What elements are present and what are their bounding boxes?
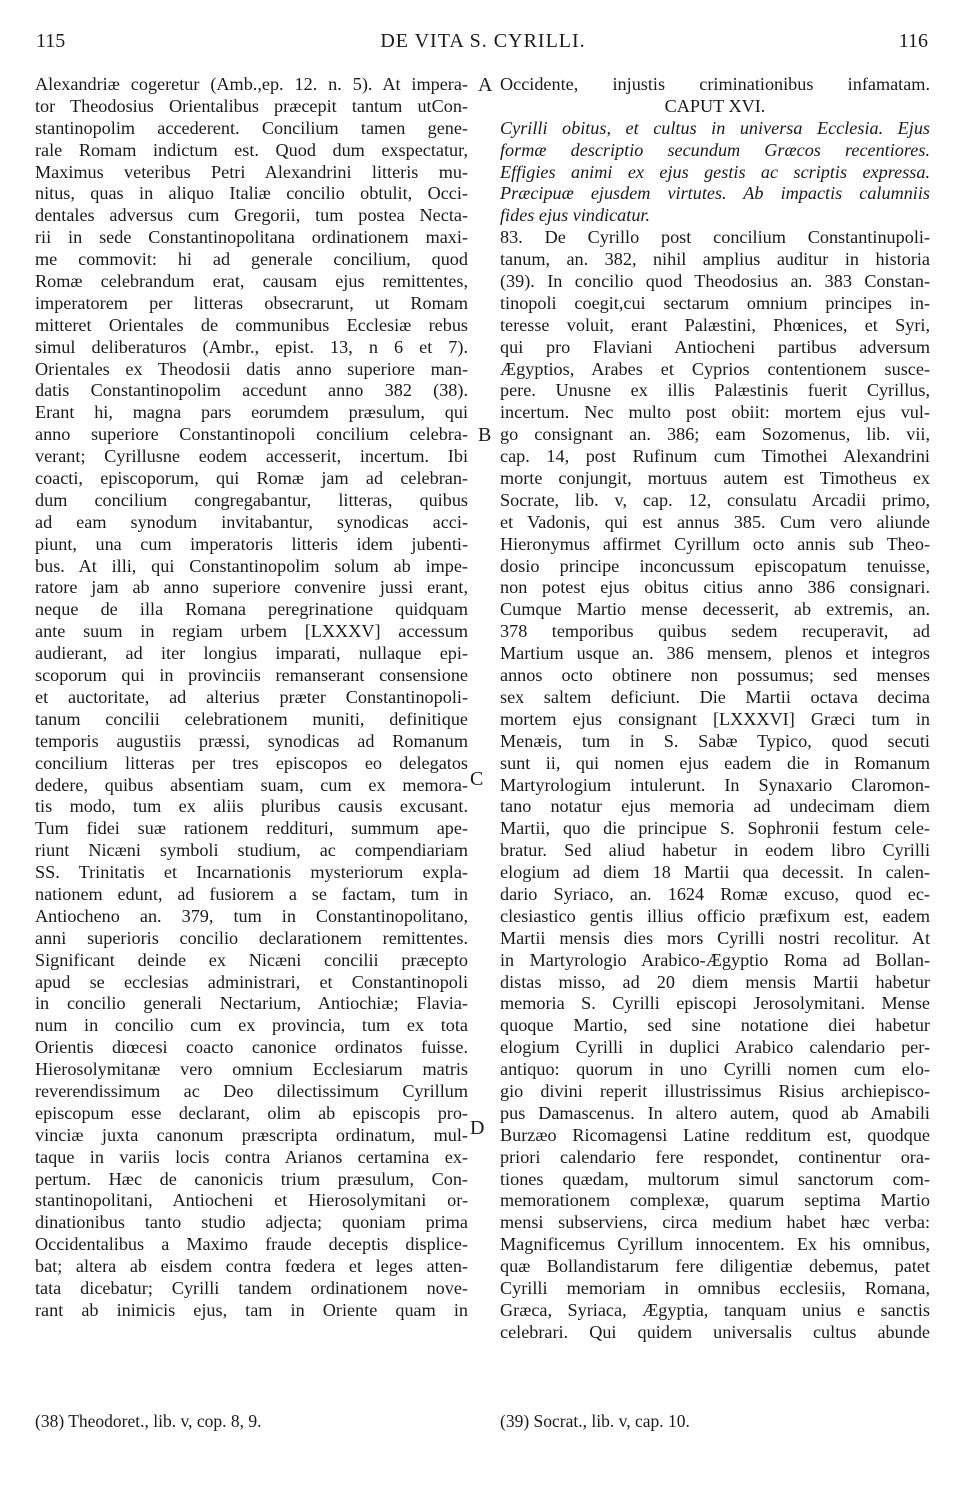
text-line: Erant hi, magna pars eorumdem præsulum, qui bbox=[35, 402, 468, 423]
text-line: tis modo, tum ex aliis pluribus causis excusant. bbox=[35, 796, 468, 817]
text-line: mensi subserviens, circa medium habet hæc verba: bbox=[500, 1212, 930, 1233]
chapter-summary bbox=[500, 118, 930, 227]
margin-marker-a: A bbox=[478, 74, 493, 96]
text-line: piunt, una cum imperatoris litteris idem jubenti- bbox=[35, 533, 468, 554]
left-column bbox=[35, 74, 468, 1322]
margin-marker-b: B bbox=[478, 424, 492, 446]
text-line: (39). In concilio quod Theodosius an. 383 Constan- bbox=[500, 271, 930, 292]
text-line: Hierosolymitanæ vero omnium Ecclesiarum matris bbox=[35, 1059, 468, 1080]
text-line: Græca, Syriaca, Ægyptia, tanquam unius e sanctis bbox=[500, 1299, 930, 1320]
text-line: antiquo: quorum in uno Cyrilli nomen cum elo- bbox=[500, 1059, 930, 1080]
text-line: Orientis diœcesi coacto canonice ordinatos fuisse. bbox=[35, 1037, 468, 1058]
text-line: tata dicebatur; Cyrilli tandem ordinationem nove- bbox=[35, 1277, 468, 1298]
text-line: dario Syriaco, an. 1624 Romæ excuso, quod ec- bbox=[500, 883, 930, 904]
text-line: qui pro Flaviani Antiocheni partibus adversum bbox=[500, 336, 930, 357]
text-line: stantinopolitani, Antiocheni et Hierosolymitani or- bbox=[35, 1190, 468, 1211]
text-line: sex saltem deficiunt. Die Martii octava decima bbox=[500, 686, 930, 707]
text-line: 378 temporibus quibus sedem recuperavit, ad bbox=[500, 621, 930, 642]
page-number-right: 116 bbox=[898, 30, 928, 52]
text-line: Burzæo Ricomagensi Latine redditum est, quodque bbox=[500, 1124, 930, 1145]
text-line: tor Theodosius Orientalibus præcepit tantum utCon- bbox=[35, 95, 468, 116]
text-line: memorationem complexæ, quarum septima Martio bbox=[500, 1190, 930, 1211]
text-line: Antiocheno an. 379, tum in Constantinopolitano, bbox=[35, 905, 468, 926]
text-line: in concilio generali Nectarium, Antiochiæ; Flavia- bbox=[35, 993, 468, 1014]
text-line: Romæ celebrandum erat, causam ejus remittentes, bbox=[35, 271, 468, 292]
text-line: anni superioris concilio declarationem remittentes. bbox=[35, 927, 468, 948]
text-line: riunt Nicæni symboli studium, ac compendiariam bbox=[35, 840, 468, 861]
text-line: ratore jam ab anno superiore convenire jussi erant, bbox=[35, 577, 468, 598]
right-column-opening-line: Occidente, injustis criminationibus infamatam. bbox=[500, 74, 930, 94]
summary-line: Cyrilli obitus, et cultus in universa Ecclesia. Ejus bbox=[500, 117, 930, 138]
text-line: elogium ad diem 18 Martii qua decessit. In calen- bbox=[500, 862, 930, 883]
text-line: Orientales ex Theodosii datis anno superiore man- bbox=[35, 358, 468, 379]
text-line: ad eam synodum invitabantur, synodicas acci- bbox=[35, 511, 468, 532]
footnote-39: (39) Socrat., lib. v, cap. 10. bbox=[500, 1411, 690, 1431]
text-line: mitteret Orientales de communibus Ecclesiæ rebus bbox=[35, 314, 468, 335]
text-line: bus. At illi, qui Constantinopolim solum ab impe- bbox=[35, 555, 468, 576]
text-line: simul deliberaturos (Ambr., epist. 13, n 6 et 7). bbox=[35, 336, 468, 357]
text-line: morte conjungit, mortuus autem est Timotheus ex bbox=[500, 468, 930, 489]
text-line: nationem edunt, ad fusiorem a se factam, tum in bbox=[35, 883, 468, 904]
page-header bbox=[0, 30, 966, 54]
text-line: Menæis, tum in S. Sabæ Typico, quod secuti bbox=[500, 730, 930, 751]
text-line: scoporum qui in provinciis remanserant consensione bbox=[35, 665, 468, 686]
right-column-body bbox=[500, 227, 930, 1343]
chapter-heading: CAPUT XVI. bbox=[664, 95, 766, 116]
text-line: Martii, quo die principue S. Sophronii festum cele- bbox=[500, 818, 930, 839]
text-line: Cyrilli memoriam in omnibus ecclesiis, Romana, bbox=[500, 1277, 930, 1298]
text-line: Martii mensis dies mors Cyrilli nostri recolitur. At bbox=[500, 927, 930, 948]
text-line: neque de illa Romana peregrinatione quidquam bbox=[35, 599, 468, 620]
text-line: go consignant an. 386; eam Sozomenus, lib. vii, bbox=[500, 424, 930, 445]
text-line: dum concilium congregabantur, litteras, quibus bbox=[35, 489, 468, 510]
text-line: dentales adversus cum Gregorii, tum postea Necta- bbox=[35, 205, 468, 226]
text-line: cap. 14, post Rufinum cum Timothei Alexandrini bbox=[500, 446, 930, 467]
text-line: verant; Cyrillusne eodem accesserit, incertum. Ibi bbox=[35, 446, 468, 467]
text-line: sunt ii, qui nomen ejus eadem die in Romanum bbox=[500, 752, 930, 773]
text-line: anno superiore Constantinopoli concilium celebra- bbox=[35, 424, 468, 445]
text-line: rii in sede Constantinopolitana ordinationem maxi- bbox=[35, 227, 468, 248]
text-line: mortem ejus consignant [LXXXVI] Græci tum in bbox=[500, 708, 930, 729]
text-line: datis Constantinopolim accedunt anno 382 (38). bbox=[35, 380, 468, 401]
text-line: in Martyrologio Arabico-Ægyptio Roma ad Bollan- bbox=[500, 949, 930, 970]
text-line: memoria S. Cyrilli episcopi Jerosolymitani. Mense bbox=[500, 993, 930, 1014]
text-line: pertum. Hæc de canonicis trium præsulum, Con- bbox=[35, 1168, 468, 1189]
margin-marker-d: D bbox=[470, 1117, 485, 1139]
summary-line: formæ descriptio secundum Græcos recentiores. bbox=[500, 139, 930, 160]
text-line: incertum. Nec multo post obiit: mortem ejus vul- bbox=[500, 402, 930, 423]
text-line: Significant deinde ex Nicæni concilii præcepto bbox=[35, 949, 468, 970]
text-line: vinciæ juxta canonum præscripta ordinatum, mul- bbox=[35, 1124, 468, 1145]
text-line: Alexandriæ cogeretur (Amb.,ep. 12. n. 5). At impera- bbox=[35, 74, 468, 94]
text-line: Occidentalibus a Maximo fraude deceptis displice- bbox=[35, 1234, 468, 1255]
summary-line: fides ejus vindicatur. bbox=[500, 205, 651, 226]
text-line: Magnificemus Cyrillum innocentem. Ex his omnibus, bbox=[500, 1234, 930, 1255]
text-line: stantinopolim accederent. Concilium tamen gene- bbox=[35, 117, 468, 138]
text-line: dedere, quibus absentiam suam, cum ex memora- bbox=[35, 774, 468, 795]
footnote-38: (38) Theodoret., lib. v, cop. 8, 9. bbox=[35, 1411, 262, 1431]
text-line: tiones quædam, multorum simul sanctorum com- bbox=[500, 1168, 930, 1189]
text-line: SS. Trinitatis et Incarnationis mysteriorum expla- bbox=[35, 862, 468, 883]
text-line: celebrari. Qui quidem universalis cultus abunde bbox=[500, 1321, 930, 1342]
text-line: et auctoritate, ad alterius præter Constantinopoli- bbox=[35, 686, 468, 707]
text-line: concilium litteras per tres episcopos eo delegatos bbox=[35, 752, 468, 773]
text-line: priori calendario fere respondet, continentur ora- bbox=[500, 1146, 930, 1167]
text-line: temporis augustiis præssi, synodicas ad Romanum bbox=[35, 730, 468, 751]
text-line: me commovit: hi ad generale concilium, quod bbox=[35, 249, 468, 270]
text-line: Socrate, lib. v, cap. 12, consulatu Arcadii primo, bbox=[500, 489, 930, 510]
text-line: teresse voluit, erant Palæstini, Phœnices, et Syri, bbox=[500, 314, 930, 335]
text-line: pus Damascenus. In altero autem, quod ab Amabili bbox=[500, 1102, 930, 1123]
text-line: quæ Bollandistarum fere diligentiæ debemus, patet bbox=[500, 1256, 930, 1277]
text-line: clesiastico gentis illius officio præfixum est, eadem bbox=[500, 905, 930, 926]
text-line: annos octo obtinere non possumus; sed menses bbox=[500, 665, 930, 686]
text-line: audierant, ad iter longius imparati, nullaque epi- bbox=[35, 643, 468, 664]
text-line: tanum, an. 382, nihil amplius auditur in historia bbox=[500, 249, 930, 270]
text-line: ante suum in regiam urbem [LXXXV] accessum bbox=[35, 621, 468, 642]
text-line: episcopum esse declarant, olim ab episcopis pro- bbox=[35, 1102, 468, 1123]
text-line: distas misso, ad 20 diem mensis Martii habetur bbox=[500, 971, 930, 992]
summary-line: Effigies animi ex ejus gestis ac scriptis expressa. bbox=[500, 161, 930, 182]
margin-marker-c: C bbox=[470, 768, 484, 790]
text-line: reverendissimum ac Deo dilectissimum Cyrillum bbox=[35, 1080, 468, 1101]
text-line: nitus, quas in aliquo Italiæ concilio obtulit, Occi- bbox=[35, 183, 468, 204]
text-line: rant ab inimicis ejus, tam in Oriente quam in bbox=[35, 1299, 468, 1320]
summary-line: Præcipuæ ejusdem virtutes. Ab impactis calumniis bbox=[500, 183, 930, 204]
page-number-left: 115 bbox=[36, 30, 66, 52]
text-line: rale Romam indictum est. Quod dum exspectatur, bbox=[35, 139, 468, 160]
text-line: 83. De Cyrillo post concilium Constantinupoli- bbox=[500, 227, 930, 248]
text-line: tano notatur ejus memoria ad undecimam diem bbox=[500, 796, 930, 817]
text-line: tanum concilii celebrationem muniti, definitique bbox=[35, 708, 468, 729]
text-line: tinopoli coegit,cui sectarum omnium principes in- bbox=[500, 292, 930, 313]
text-line: Hieronymus affirmet Cyrillum octo annis sub Theo- bbox=[500, 533, 930, 554]
text-line: Maximus veteribus Petri Alexandrini litteris mu- bbox=[35, 161, 468, 182]
text-line: dosio principe inconcussum episcopatum tenuisse, bbox=[500, 555, 930, 576]
text-line: Martium usque an. 386 mensem, plenos et integros bbox=[500, 643, 930, 664]
text-line: bat; altera ab eisdem contra fœdera et leges atten- bbox=[35, 1256, 468, 1277]
text-line: pere. Unusne ex illis Palæstinis fuerit Cyrillus, bbox=[500, 380, 930, 401]
running-title: DE VITA S. CYRILLI. bbox=[380, 30, 586, 52]
text-line: quoque Martio, sed sine notatione diei habetur bbox=[500, 1015, 930, 1036]
text-line: Tum fidei suæ rationem reddituri, summum ape- bbox=[35, 818, 468, 839]
text-line: Martyrologium intulerunt. In Synaxario Claromon- bbox=[500, 774, 930, 795]
text-line: apud se ecclesias administrari, et Constantinopoli bbox=[35, 971, 468, 992]
text-line: elogium Cyrilli in duplici Arabico calendario per- bbox=[500, 1037, 930, 1058]
right-column bbox=[500, 74, 930, 1344]
text-line: dinationibus tanto studio adjecta; quoniam prima bbox=[35, 1212, 468, 1233]
text-line: bratur. Sed aliud habetur in eodem libro Cyrilli bbox=[500, 840, 930, 861]
text-line: Cumque Martio mense decesserit, ab extremis, an. bbox=[500, 599, 930, 620]
text-line: coacti, episcoporum, qui Romæ jam ad celebran- bbox=[35, 468, 468, 489]
text-line: taque in variis locis contra Arianos certamina ex- bbox=[35, 1146, 468, 1167]
text-line: et Vadonis, qui est annus 385. Cum vero aliunde bbox=[500, 511, 930, 532]
text-line: gio divini reperit illustrissimus Risius archiepisco- bbox=[500, 1080, 930, 1101]
text-line: non potest ejus obitus citius anno 386 consignari. bbox=[500, 577, 930, 598]
text-line: imperatorem per litteras obsecrarunt, ut Romam bbox=[35, 292, 468, 313]
text-line: Ægyptios, Arabes et Cyprios contentionem susce- bbox=[500, 358, 930, 379]
text-line: num in concilio cum ex provincia, tum ex tota bbox=[35, 1015, 468, 1036]
